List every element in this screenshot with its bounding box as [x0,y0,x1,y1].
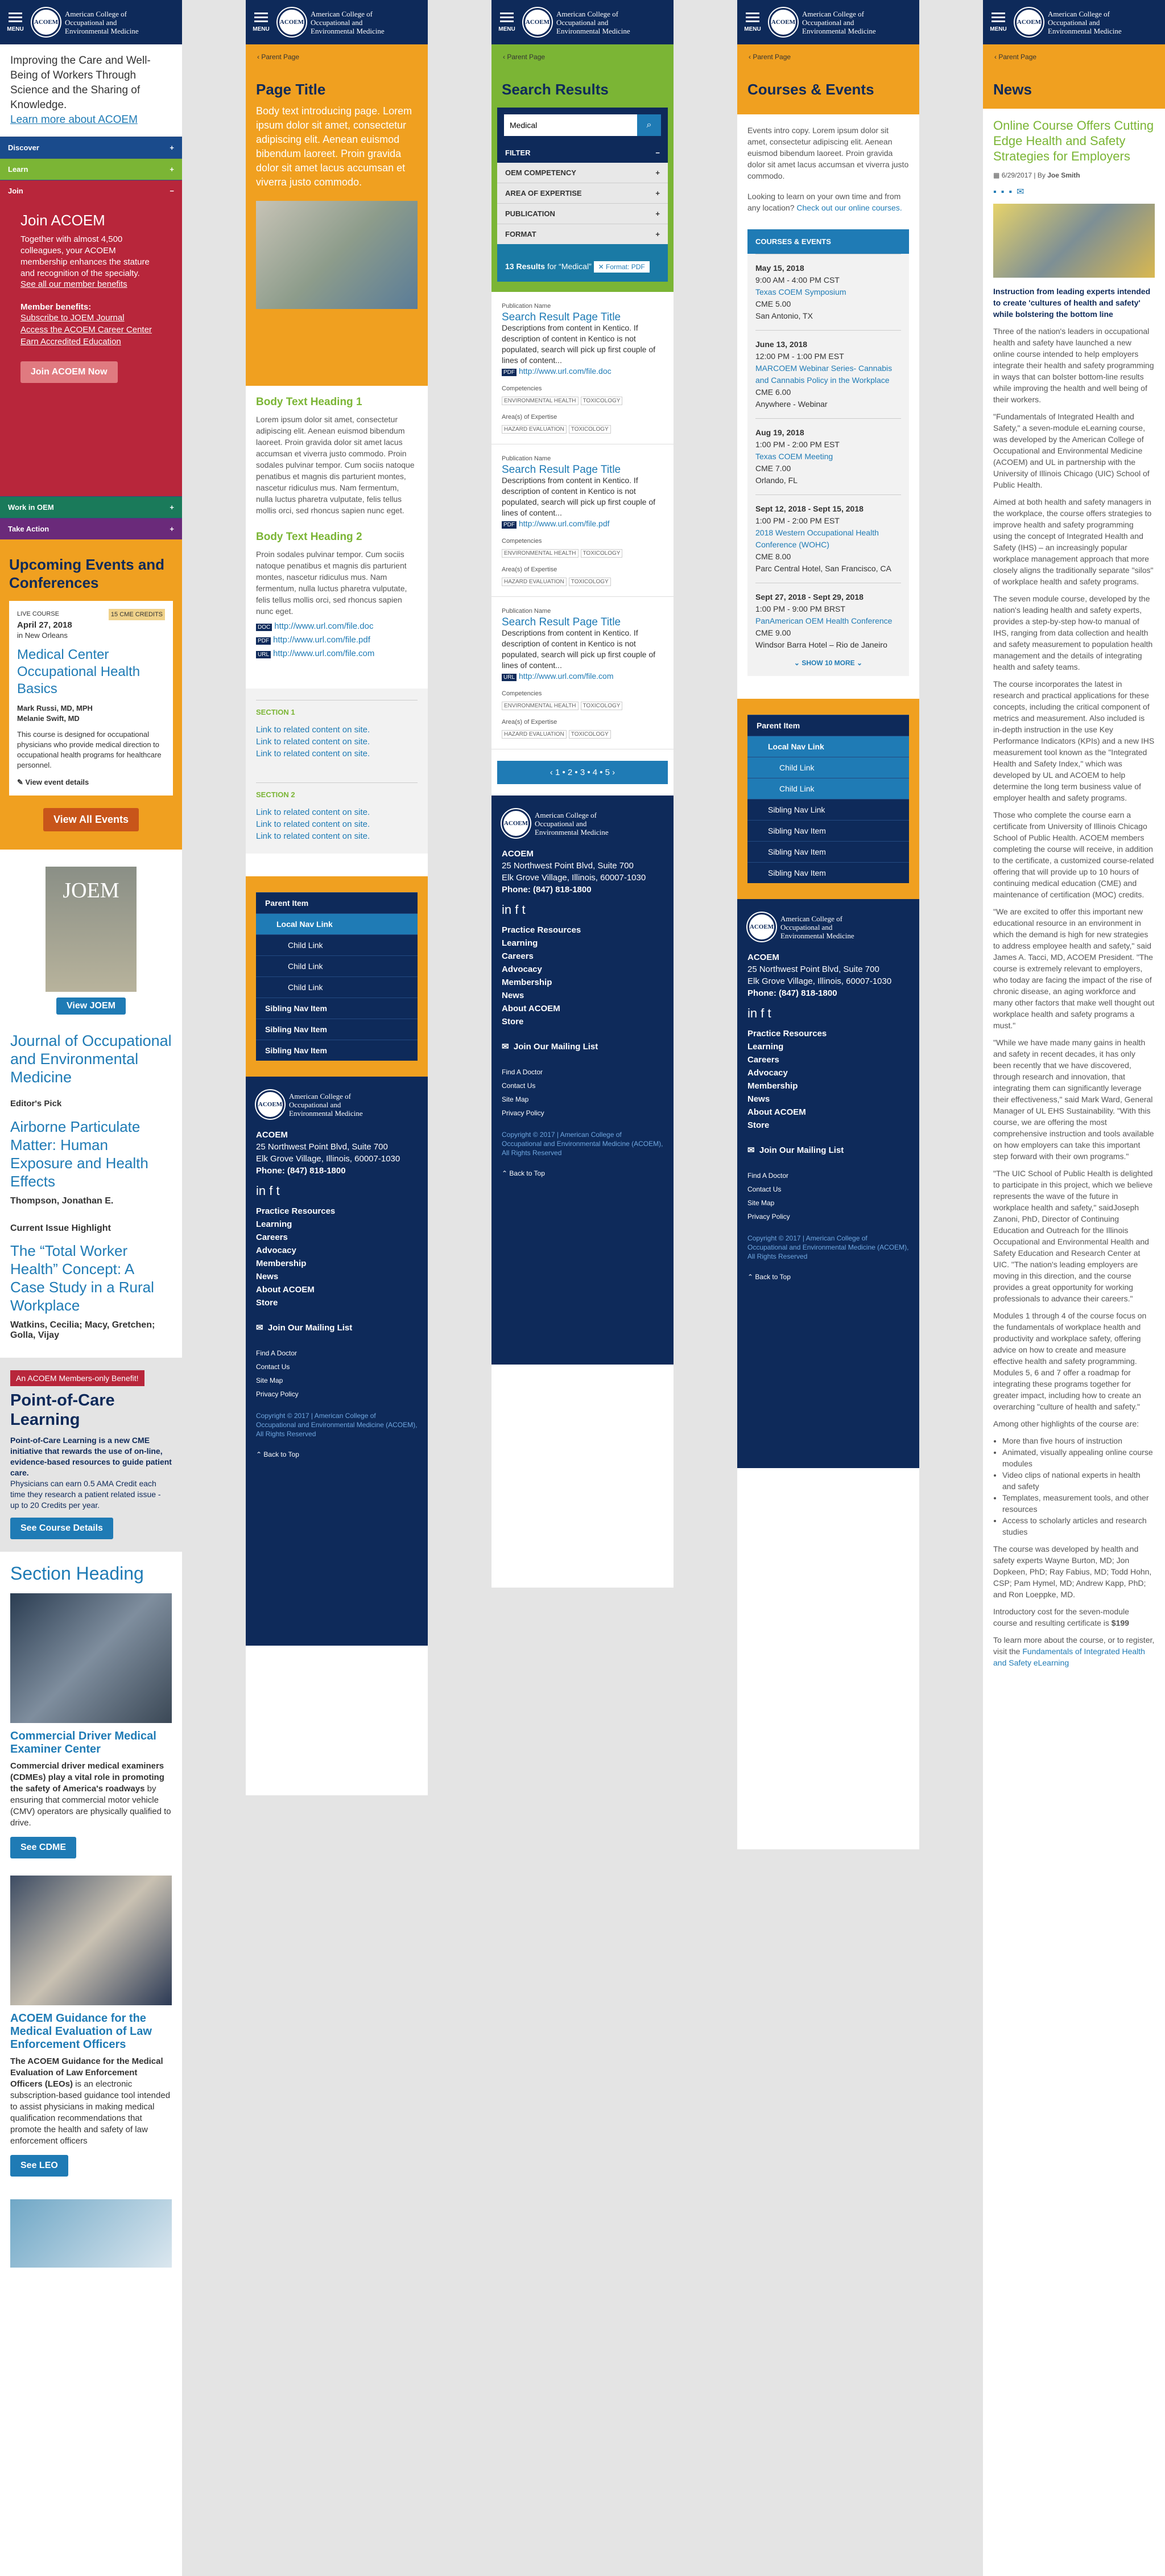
screen-search-results: MENU ACOEM American College of Occupational and Environmental Medicine ‹ Parent Page Search Results Medical ⌕ FILTER − OEM COMPETENCY + AREA OF EXPERTISE + PUBLICATION + FORMAT + 13 Results for “Medical” ✕ Format: PDF Publication Name Search Result Page Title Descriptions from content in Kentico. If description of content in Kentico is not populated, search will pick up first couple of lines of content... PDF http://www.url.com/file.doc Competencies ENVIRONMENTAL HEALTH TOXICOLOGY Area(s) of Expertise HAZARD EVALUATION TOXICOLOGY Publication Name Search Result Page Title Descriptions from content in Kentico. If description of content in Kentico is not populated, search will pick up first couple of lines of content... PDF http://www.url.com/file.pdf Competencies ENVIRONMENTAL HEALTH TOXICOLOGY Area(s) of Expertise HAZARD EVALUATION TOXICOLOGY Publication Name Search Result Page Title Descriptions from content in Kentico. If description of content in Kentico is not populated, search will pick up first couple of lines of content... URL http://www.url.com/file.com Competencies ENVIRONMENTAL HEALTH TOXICOLOGY Area(s) of Expertise HAZARD EVALUATION TOXICOLOGY ‹ 1 • 2 • 3 • 4 • 5 › ACOEM American College of Occupational and Environmental Medicine ACOEM 25 Northwest Point Blvd, Suite 700 Elk Grove Village, Illinois, 60007-1030 Phone: (847) 818-1800 in f t Practice Resources Learning Careers Advocacy Membership News About ACOEM Store ✉ Join Our Mailing List Find A Doctor Contact Us Site Map Privacy Policy Copyright © 2017 | American College of Occupational and Environmental Medicine (ACOEM), All Rights Reserved ⌃ Back to Top [491,0,674,1588]
mailing-list-link[interactable]: ✉ Join Our Mailing List [256,1323,353,1333]
home-intro [0,44,182,137]
related-link[interactable]: Link to related content on site. [256,819,370,829]
footer-link[interactable]: About ACOEM [502,1004,560,1013]
hero-image [256,201,418,309]
footer-link[interactable]: Advocacy [747,1068,788,1078]
footer-link[interactable]: News [256,1272,279,1281]
results-summary: 13 Results for “Medical” ✕ Format: PDF [497,244,668,282]
footer-link[interactable]: Membership [747,1081,798,1091]
footer-link[interactable]: About ACOEM [747,1107,806,1117]
event-link[interactable]: Texas COEM Symposium [755,287,846,296]
subnav-sibling[interactable]: Sibling Nav Item [256,1040,418,1061]
subnav-parent[interactable]: Parent Item [747,715,909,736]
section-heading-block: Section Heading Commercial Driver Medical Examiner Center Commercial driver medical examiners (CDMEs) play a vital role in promoting the safety of America's roadways by ensuring that commercial motor vehicle (CMV) operators are physically qualified to drive. See CDME ACOEM Guidance for the Medical Evaluation of Law Enforcement Officers The ACOEM Guidance for the Medical Evaluation of Law Enforcement Officers (LEOs) is an electronic subscription-based guidance tool intended to assist physicians in making medical qualification recommendations that promote the health and safety of law enforcement officers See LEO [0,1552,182,2279]
joem-cover[interactable]: JOEM [46,867,137,992]
back-to-top-link[interactable]: ⌃ Back to Top [747,1273,791,1281]
journal-section: Journal of Occupational and Environmental Medicine Editor's Pick Airborne Particulate Matter: Human Exposure and Health Effects Thompson, Jonathan E. Current Issue Highlight The “Total Worker Health” Concept: A Case Study in a Rural Workplace Watkins, Cecilia; Macy, Gretchen; Golla, Vijay [10,1032,172,1340]
footer-link[interactable]: Store [256,1298,278,1308]
event-link[interactable]: MARCOEM Webinar Series- Cannabis and Cannabis Policy in the Workplace [755,364,893,385]
active-filter-chip[interactable]: ✕ Format: PDF [594,261,650,273]
intro-text: Improving the Care and Well-Being of Workers Through Science and the Sharing of Knowledge. [10,55,151,111]
parent-page-link[interactable]: ‹ Parent Page [749,53,791,61]
facet-oem-competency[interactable]: OEM COMPETENCY + [497,163,668,183]
article-paragraph: "While we have made many gains in health and safety in recent decades, it has only been recently that we have discovered, through research and innovation, that integrating them can significantly leverage their effectiveness," said Mark Ward, General Manager of UL EHS Sustainability. "With this course, we are offering the most comprehensive instruction and tools available on how employers can take this important step forward with their own programs." [993,1038,1154,1161]
footer-link[interactable]: Practice Resources [747,1029,827,1038]
site-footer: ACOEM American College of Occupational and Environmental Medicine ACOEM 25 Northwest Point Blvd, Suite 700 Elk Grove Village, Illinois, 60007-1030 Phone: (847) 818-1800 in f t Practice Resources Learning Careers Advocacy Membership News About ACOEM Store ✉ Join Our Mailing List Find A Doctor Contact Us Site Map Privacy Policy Copyright © 2017 | American College of Occupational and Environmental Medicine (ACOEM), All Rights Reserved ⌃ Back to Top [246,1077,428,1646]
article-paragraph: "We are excited to offer this important new educational resource in an environment in which the demand is high for new strategies to address employee health and safety," said James A. Tacci, MD, ACOEM President. "The course is extremely relevant to employers, who today are facing the impact of the rise of chronic disease, an aging workforce and many other factors that make well thought out workplace health and safety programs a must." [993,907,1155,1030]
article-bullet: • Video clips of national experts in health and safety [1002,1469,1155,1492]
acoem-seal-icon: ACOEM [278,8,306,36]
footer-link[interactable]: Learning [256,1219,292,1229]
benefit-link[interactable]: Earn Accredited Education [20,337,121,347]
officer-image [10,1876,172,2005]
footer-link[interactable]: Store [747,1120,770,1130]
search-icon[interactable]: ⌕ [637,114,661,136]
filter-toggle[interactable]: FILTER − [505,149,660,157]
file-link[interactable]: http://www.url.com/file.com [273,649,375,658]
subnav-local-link[interactable]: Local Nav Link [256,913,418,934]
subnav-child-link[interactable]: Child Link [747,757,909,778]
journal-title: Journal of Occupational and Environmental Medicine [10,1032,172,1086]
highlight-link[interactable]: The “Total Worker Health” Concept: A Case Study in a Rural Workplace [10,1242,154,1314]
org-name: American College of Occupational and Environmental Medicine [65,9,139,35]
site-logo[interactable] [32,8,150,36]
acoem-seal-icon: ACOEM [502,809,530,838]
page-title: News [993,81,1032,98]
footer-small-link[interactable]: Find A Doctor [502,1068,543,1076]
menu-button[interactable]: MENU [497,13,517,32]
search-result: Publication Name Search Result Page Title Descriptions from content in Kentico. If description of content in Kentico is not populated, search will pick up first couple of lines of content... PDF http://www.url.com/file.doc Competencies ENVIRONMENTAL HEALTH TOXICOLOGY Area(s) of Expertise HAZARD EVALUATION TOXICOLOGY [491,292,674,444]
footer-small-link[interactable]: Privacy Policy [256,1390,299,1398]
search-input[interactable] [504,114,637,136]
footer-link[interactable]: News [747,1094,770,1104]
acoem-seal-icon: ACOEM [747,913,776,941]
site-footer: ACOEM American College of Occupational and Environmental Medicine ACOEM 25 Northwest Point Blvd, Suite 700 Elk Grove Village, Illinois, 60007-1030 Phone: (847) 818-1800 in f t Practice Resources Learning Careers Advocacy Membership News About ACOEM Store ✉ Join Our Mailing List Find A Doctor Contact Us Site Map Privacy Policy Copyright © 2017 | American College of Occupational and Environmental Medicine (ACOEM), All Rights Reserved ⌃ Back to Top [491,796,674,1365]
see-course-details-button[interactable]: See Course Details [10,1518,113,1539]
footer-link[interactable]: Advocacy [502,965,542,974]
page-title: Courses & Events [747,81,874,98]
acoem-seal-icon: ACOEM [32,8,60,36]
facet-publication[interactable]: PUBLICATION + [497,204,668,224]
benefit-link[interactable]: Access the ACOEM Career Center [20,325,152,335]
related-link[interactable]: Link to related content on site. [256,725,370,735]
filter-panel [497,143,668,244]
events-section [0,539,182,850]
benefit-link[interactable]: Subscribe to JOEM Journal [20,313,125,323]
lab-image [10,2199,172,2268]
facebook-icon[interactable]: f [761,1006,765,1020]
back-to-top-link[interactable]: ⌃ Back to Top [502,1169,545,1177]
article: Online Course Offers Cutting Edge Health and Safety Strategies for Employers ▦ 6/29/2017 | By Joe Smith ▪▪▪✉ Instruction from leading experts intended to create 'cultures of health and safety' while bolstering the bottom line Three of the nation's leaders in occupational health and safety have launched a new online course intended to help employers integrate their health and safety programming in ways that can bolster bottom-line results while improving the health and well being of their workers. "Fundamentals of Integrated Health and Safety," a seven-module eLearning course, was developed by the American College of Occupational and Environmental Medicine (ACOEM) and UL in partnership with the University of Illinois Chicago (UIC) School of Public Health. Aimed at both health and safety managers in the workplace, the course offers strategies to improve health and safety programming using the concept of Integrated Health and Safety (IHS) – an increasingly popular workplace management approach that more closely aligns the traditionally separate "silos" of workplace health and safety programs. The seven module course, developed by the nation's leading health and safety experts, provides a step-by-step how-to manual of IHS, ranging from data collection and health and safety measurement to population health management and the details of integrating health and safety teams. The course incorporates the latest in research and practical applications for these concepts, including the critical component of metrics and measurement. Also included is in-depth instruction in the use Key Performance Indicators (KPIs) and a new IHS measurement tool known as the "Integrated Health and Safety Index," which was developed by UL and ACOEM to help determine the long term business value of employer health and safety programs. Those who complete the course earn a certificate from University of Illinois Chicago School of Public Health. ACOEM members completing the course will receive, in addition to the certificate, a customized course-related offering that will provide up to 10 hours of continuing medical education (CME) and maintenance of certification (MOC) credits. "We are excited to offer this important new educational resource in an environment in which the demand is high for new strategies to address employee health and safety," said James A. Tacci, MD, ACOEM President. "The course is extremely relevant to employers, who today are facing the impact of the rise of chronic disease, an aging workforce and many other factors that make well thought out workplace health and safety programs a must." "While we have made many gains in health and safety in recent decades, it has only been recently that we have discovered, through research and innovation, that integrating them can significantly leverage their effectiveness," said Mark Ward, General Manager of UL EHS Sustainability. "With this course, we are offering the most comprehensive instruction and tools available on how employers can take this important step forward with their own programs." "The UIC School of Public Health is delighted to participate in this project, which we believe represents the wave of the future in workplace health and safety," saidJoseph Zanoni, PhD, Director of Continuing Education and Outreach for the Illinois Occupational and Environmental Health and Safety Education and Research Center at UIC. "The nation's leading employers are moving in this direction, and the course provides a great opportunity for working professionals to advance their careers." Modules 1 through 4 of the course focus on the fundamentals of workplace health and productivity and workplace safety, offering advice on how to create and measure effective health and safety programming. Modules 5, 6 and 7 offer a roadmap for integrating these programs together for greater impact, including how to create an overarching "culture of health and safety." Among other highlights of the course are: • More than five hours of instruction • Animated, visually appealing online course modules • Video clips of national experts in health and safety • Templates, measurement tools, and other resources • Access to scholarly articles and research studies The course was developed by health and safety experts Wayne Burton, MD; Jon Dopkeen, PhD; Ray Fabius, MD; Todd Hohn, CSP; Pam Hymel, MD; Andrew Kapp, PhD; and Ron Loeppke, MD. Introductory cost for the seven-module course and resulting certificate is $199 To learn more about the course, or to register, visit the Fundamentals of Integrated Health and Safety eLearning [983,109,1165,1678]
menu-button[interactable]: MENU [251,13,271,32]
parent-page-link[interactable]: ‹ Parent Page [257,53,300,61]
footer-small-link[interactable]: Contact Us [502,1082,536,1090]
event-item: Aug 19, 2018 1:00 PM - 2:00 PM EST Texas COEM Meeting CME 7.00 Orlando, FL [755,418,901,494]
event-item: Sept 12, 2018 - Sept 15, 2018 1:00 PM - 2:00 PM EST 2018 Western Occupational Health Conference (WOHC) CME 8.00 Parc Central Hotel, San Francisco, CA [755,494,901,583]
search-result: Publication Name Search Result Page Title Descriptions from content in Kentico. If description of content in Kentico is not populated, search will pick up first couple of lines of content... PDF http://www.url.com/file.pdf Competencies ENVIRONMENTAL HEALTH TOXICOLOGY Area(s) of Expertise HAZARD EVALUATION TOXICOLOGY [491,444,674,597]
sub-nav [246,876,428,1077]
footer-link[interactable]: Careers [747,1055,779,1065]
sub-nav [737,699,919,899]
nav-learn[interactable]: Learn + [0,158,182,180]
orange-banner [737,44,919,114]
footer-small-link[interactable]: Site Map [747,1199,775,1207]
related-link[interactable]: Link to related content on site. [256,749,370,759]
editors-pick-link[interactable]: Airborne Particulate Matter: Human Exposure and Health Effects [10,1118,148,1190]
subnav-sibling[interactable]: Sibling Nav Item [747,862,909,883]
screen-home [0,0,182,2576]
footer-link[interactable]: Store [502,1017,524,1027]
article-paragraph: Three of the nation's leaders in occupational health and safety have launched a new online course intended to help employers integrate their health and safety programming in ways that can bolster bottom-line results while improving the health and well being of their workers. [993,327,1154,404]
site-header [0,0,182,44]
article-headline: Online Course Offers Cutting Edge Health and Safety Strategies for Employers [993,118,1154,163]
footer-link[interactable]: News [502,991,524,1000]
subnav-child-link[interactable]: Child Link [256,955,418,976]
related-link[interactable]: Link to related content on site. [256,737,370,747]
parent-page-link[interactable]: ‹ Parent Page [994,53,1037,61]
facebook-icon[interactable]: f [515,902,519,917]
result-title-link[interactable]: Search Result Page Title [502,311,621,323]
subnav-parent[interactable]: Parent Item [256,892,418,913]
article-paragraph: Those who complete the course earn a certificate from University of Illinois Chicago School of Public Health. ACOEM members completing the course will receive, in addition to the certificate, a customized course-related offering that will provide up to 10 hours of continuing medical education (CME) and maintenance of certification (MOC) credits. [993,810,1154,899]
event-item: Sept 27, 2018 - Sept 29, 2018 1:00 PM - 9:00 PM BRST PanAmerican OEM Health Conference CME 9.00 Windsor Barra Hotel – Rio de Janeiro [755,583,901,659]
article-paragraph: Among other highlights of the course are: [993,1419,1139,1428]
join-text: Together with almost 4,500 colleagues, your ACOEM membership enhances the stature and recognition of the specialty. [20,234,150,278]
twitter-icon[interactable]: t [276,1184,280,1198]
footer-link[interactable]: Learning [747,1042,784,1052]
envelope-icon: ✉ [747,1145,755,1155]
footer-small-link[interactable]: Privacy Policy [747,1213,790,1221]
events-box: COURSES & EVENTS May 15, 2018 9:00 AM - 4:00 PM CST Texas COEM Symposium CME 5.00 San Antonio, TX June 13, 2018 12:00 PM - 1:00 PM EST MARCOEM Webinar Series- Cannabis and Cannabis Policy in the Workplace CME 6.00 Anywhere - Webinar Aug 19, 2018 1:00 PM - 2:00 PM EST Texas COEM Meeting CME 7.00 Orlando, FL Sept 12, 2018 - Sept 15, 2018 1:00 PM - 2:00 PM EST 2018 Western Occupational Health Conference (WOHC) CME 8.00 Parc Central Hotel, San Francisco, CA Sept 27, 2018 - Sept 29, 2018 1:00 PM - 9:00 PM BRST PanAmerican OEM Health Conference CME 9.00 Windsor Barra Hotel – Rio de Janeiro ⌄ SHOW 10 MORE ⌄ [747,229,909,676]
footer-link[interactable]: Membership [256,1259,307,1268]
calendar-icon: ▦ [993,171,1000,179]
page-title: Search Results [502,81,609,98]
event-card: LIVE COURSE 15 CME CREDITS April 27, 2018 in New Orleans Medical Center Occupational Health Basics Mark Russi, MD, MPH Melanie Swift, MD This course is designed for occupational physicians who provide medical direction to occupational health programs for healthcare personnel. ✎ View event details [9,601,173,796]
elearning-link[interactable]: Fundamentals of Integrated Health and Safety eLearning [993,1647,1145,1667]
file-link[interactable]: http://www.url.com/file.pdf [273,635,370,645]
acoem-seal-icon: ACOEM [769,8,798,36]
envelope-icon: ✉ [256,1323,263,1333]
page-body: Body Text Heading 1 Lorem ipsum dolor sit amet, consectetur adipiscing elit. Aenean euismod bibendum laoreet. Proin gravida dolor sit amet lacus accumsan et viverra justo commodo. Proin sodales pulvinar tempor. Cum sociis natoque penatibus et magnis dis parturient montes, nascetur ridiculus mus. Nam fermentum, nulla luctus pharetra vulputate, felis tellus mollis orci, sed rhoncus sapien nunc eget. Body Text Heading 2 Proin sodales pulvinar tempor. Cum sociis natoque penatibus et magnis dis parturient montes, nascetur ridiculus mus. Nam fermentum, nulla luctus pharetra vulputate, felis tellus mollis orci, sed rhoncus sapien nunc eget. DOC http://www.url.com/file.doc PDF http://www.url.com/file.pdf URL http://www.url.com/file.com [246,386,428,671]
site-footer: ACOEM American College of Occupational and Environmental Medicine ACOEM 25 Northwest Point Blvd, Suite 700 Elk Grove Village, Illinois, 60007-1030 Phone: (847) 818-1800 in f t Practice Resources Learning Careers Advocacy Membership News About ACOEM Store ✉ Join Our Mailing List Find A Doctor Contact Us Site Map Privacy Policy Copyright © 2017 | American College of Occupational and Environmental Medicine (ACOEM), All Rights Reserved ⌃ Back to Top [737,899,919,1468]
article-bullet: • Templates, measurement tools, and other resources [1002,1492,1155,1515]
footer-small-link[interactable]: Site Map [256,1376,283,1384]
benefits-title: Member benefits: [20,302,92,312]
subnav-child-link[interactable]: Child Link [256,976,418,998]
green-banner [491,44,674,292]
screen-courses-events: MENU ACOEM American College of Occupational and Environmental Medicine ‹ Parent Page Courses & Events Events intro copy. Lorem ipsum dolor sit amet, consectetur adipiscing elit. Aenean euismod bibendum laoreet. Proin gravida dolor sit amet lacus accumsan et viverra justo commodo. Looking to learn on your own time and from any location? Check out our online courses. COURSES & EVENTS May 15, 2018 9:00 AM - 4:00 PM CST Texas COEM Symposium CME 5.00 San Antonio, TX June 13, 2018 12:00 PM - 1:00 PM EST MARCOEM Webinar Series- Cannabis and Cannabis Policy in the Workplace CME 6.00 Anywhere - Webinar Aug 19, 2018 1:00 PM - 2:00 PM EST Texas COEM Meeting CME 7.00 Orlando, FL Sept 12, 2018 - Sept 15, 2018 1:00 PM - 2:00 PM EST 2018 Western Occupational Health Conference (WOHC) CME 8.00 Parc Central Hotel, San Francisco, CA Sept 27, 2018 - Sept 29, 2018 1:00 PM - 9:00 PM BRST PanAmerican OEM Health Conference CME 9.00 Windsor Barra Hotel – Rio de Janeiro ⌄ SHOW 10 MORE ⌄ Parent Item Local Nav Link Child Link Child Link Sibling Nav Link Sibling Nav Item Sibling Nav Item Sibling Nav Item ACOEM American College of Occupational and Environmental Medicine ACOEM 25 Northwest Point Blvd, Suite 700 Elk Grove Village, Illinois, 60007-1030 Phone: (847) 818-1800 in f t Practice Resources Learning Careers Advocacy Membership News About ACOEM Store ✉ Join Our Mailing List Find A Doctor Contact Us Site Map Privacy Policy Copyright © 2017 | American College of Occupational and Environmental Medicine (ACOEM), All Rights Reserved ⌃ Back to Top [737,0,919,1849]
pagination[interactable]: ‹ 1 • 2 • 3 • 4 • 5 › [497,761,668,784]
menu-button[interactable]: MENU [743,13,762,32]
facet-format[interactable]: FORMAT + [497,224,668,244]
back-to-top-link[interactable]: ⌃ Back to Top [256,1450,299,1458]
mailing-list-link[interactable]: ✉ Join Our Mailing List [502,1042,598,1052]
article-paragraph: "Fundamentals of Integrated Health and Safety," a seven-module eLearning course, was developed by the American College of Occupational and Environmental Medicine (ACOEM) and UL in partnership with the University of Illinois Chicago (UIC) School of Public Health. [993,412,1150,489]
member-benefits-link[interactable]: See all our member benefits [20,279,127,289]
leo-title-link[interactable]: ACOEM Guidance for the Medical Evaluation of Law Enforcement Officers [10,2012,152,2051]
truck-image [10,1593,172,1723]
joem-section [0,850,182,1032]
acoem-seal-icon: ACOEM [523,8,552,36]
envelope-icon: ✉ [502,1042,509,1052]
nav-work-in-oem[interactable]: Work in OEM + [0,496,182,518]
article-paragraph: The seven module course, developed by the nation's leading health and safety experts, provides a step-by-step how-to manual of IHS, ranging from data collection and health and safety measurement to population health management and the details of integrating health and safety teams. [993,594,1153,671]
join-panel [0,201,182,496]
article-paragraph: The course incorporates the latest in research and practical applications for these concepts, including the critical component of metrics and measurement. Also included is in-depth instruction in the use Key Performance Indicators (KPIs) and a new IHS measurement tool known as the "Integrated Health and Safety Index," which was developed by UL and ACOEM to help determine the long term business value of employer health and safety programs. [993,679,1155,802]
article-paragraph: Aimed at both health and safety managers in the workplace, the course offers strategies to improve health and safety programming using the concept of Integrated Health and Safety (IHS) – an increasingly popular workplace management approach that more closely aligns the traditionally separate "silos" of workplace health and safety programs. [993,497,1154,586]
share-icons[interactable]: ▪▪▪✉ [993,187,1029,197]
subnav-local-link[interactable]: Local Nav Link [747,736,909,757]
event-title-link[interactable]: Medical Center Occupational Health Basics [17,647,141,696]
twitter-icon[interactable]: t [767,1006,771,1020]
event-item: May 15, 2018 9:00 AM - 4:00 PM CST Texas COEM Symposium CME 5.00 San Antonio, TX [755,254,901,330]
subnav-sibling[interactable]: Sibling Nav Item [256,998,418,1019]
subnav-child-link[interactable]: Child Link [256,934,418,955]
nav-discover[interactable]: Discover + [0,137,182,158]
footer-small-link[interactable]: Find A Doctor [747,1172,789,1180]
search-result: Publication Name Search Result Page Title Descriptions from content in Kentico. If description of content in Kentico is not populated, search will pick up first couple of lines of content... URL http://www.url.com/file.com Competencies ENVIRONMENTAL HEALTH TOXICOLOGY Area(s) of Expertise HAZARD EVALUATION TOXICOLOGY [491,597,674,749]
acoem-seal-icon: ACOEM [256,1090,284,1119]
see-cdme-button[interactable]: See CDME [10,1837,76,1858]
benefits-list [20,312,162,348]
event-item: June 13, 2018 12:00 PM - 1:00 PM EST MARCOEM Webinar Series- Cannabis and Cannabis Policy in the Workplace CME 6.00 Anywhere - Webinar [755,330,901,418]
event-link[interactable]: 2018 Western Occupational Health Conference (WOHC) [755,528,879,549]
view-event-details-link[interactable]: ✎ View event details [17,778,89,786]
orange-banner [983,44,1165,109]
view-joem-button[interactable]: View JOEM [56,998,126,1015]
see-leo-button[interactable]: See LEO [10,2155,68,2177]
footer-link[interactable]: Advocacy [256,1246,296,1255]
article-bullet: • Access to scholarly articles and research studies [1002,1515,1155,1538]
mailing-list-link[interactable]: ✉ Join Our Mailing List [747,1145,844,1155]
page-title: Page Title [256,81,326,98]
footer-small-link[interactable]: Contact Us [256,1363,290,1371]
show-more-button[interactable]: ⌄ SHOW 10 MORE ⌄ [794,659,863,667]
learn-more-link[interactable]: Learn more about ACOEM [10,114,138,126]
related-sections: SECTION 1 Link to related content on site. Link to related content on site. Link to related content on site. SECTION 2 Link to related content on site. Link to related content on site. Link to related content on site. [246,689,428,854]
event-link[interactable]: PanAmerican OEM Health Conference [755,616,893,625]
event-link[interactable]: Texas COEM Meeting [755,452,833,461]
menu-button[interactable]: MENU [6,13,25,32]
footer-link[interactable]: Careers [256,1233,288,1242]
footer-link[interactable]: Membership [502,978,552,987]
result-url-link[interactable]: http://www.url.com/file.doc [519,366,612,376]
linkedin-icon[interactable]: in [256,1184,266,1198]
article-image [993,204,1155,278]
join-title: Join ACOEM [20,212,105,229]
article-paragraph: "The UIC School of Public Health is delighted to participate in this project, which we believe represents the wave of the future in workplace health and safety," saidJoseph Zanoni, PhD, Director of Continuing Education and Outreach for the Illinois Occupational and Environmental Health and Safety Education and Research Center at UIC. "The nation's leading employers are moving in this direction, and the course provides a great opportunity for working professionals to advance their careers." [993,1169,1153,1303]
article-paragraph: Modules 1 through 4 of the course focus on the fundamentals of workplace health and productivity and workplace safety, offering advice on how to create and measure effective health and safety programming. Modules 5, 6 and 7 offer a roadmap for integrating these programs together for greater impact, including how to create an overarching "culture of health and safety." [993,1311,1147,1411]
facet-area-of-expertise[interactable]: AREA OF EXPERTISE + [497,183,668,204]
join-now-button[interactable]: Join ACOEM Now [20,361,118,383]
subnav-sibling[interactable]: Sibling Nav Item [747,841,909,862]
linkedin-icon[interactable]: in [747,1006,758,1020]
article-bullet: • More than five hours of instruction [1002,1435,1155,1446]
page-intro: Body text introducing page. Lorem ipsum dolor sit amet, consectetur adipiscing elit. Aenean euismod bibendum laoreet. Proin gravida dolor sit amet lacus accumsan et viverra justo commodo. [256,105,412,188]
screen-news: MENU ACOEM American College of Occupational and Environmental Medicine ‹ Parent Page News Online Course Offers Cutting Edge Health and Safety Strategies for Employers ▦ 6/29/2017 | By Joe Smith ▪▪▪✉ Instruction from leading experts intended to create 'cultures of health and safety' while bolstering the bottom line Three of the nation's leaders in occupational health and safety have launched a new online course intended to help employers integrate their health and safety programming in ways that can bolster bottom-line results while improving the health and well being of their workers. "Fundamentals of Integrated Health and Safety," a seven-module eLearning course, was developed by the American College of Occupational and Environmental Medicine (ACOEM) and UL in partnership with the University of Illinois Chicago (UIC) School of Public Health. Aimed at both health and safety managers in the workplace, the course offers strategies to improve health and safety programming using the concept of Integrated Health and Safety (IHS) – an increasingly popular workplace management approach that more closely aligns the traditionally separate "silos" of workplace health and safety programs. The seven module course, developed by the nation's leading health and safety experts, provides a step-by-step how-to manual of IHS, ranging from data collection and health and safety measurement to population health management and the details of integrating health and safety teams. The course incorporates the latest in research and practical applications for these concepts, including the critical component of metrics and measurement. Also included is in-depth instruction in the use Key Performance Indicators (KPIs) and a new IHS measurement tool known as the "Integrated Health and Safety Index," which was developed by UL and ACOEM to help determine the long term business value of employer health and safety programs. Those who complete the course earn a certificate from University of Illinois Chicago School of Public Health. ACOEM members completing the course will receive, in addition to the certificate, a customized course-related offering that will provide up to 10 hours of continuing medical education (CME) and maintenance of certification (MOC) credits. "We are excited to offer this important new educational resource in an environment in which the demand is high for new strategies to address employee health and safety," said James A. Tacci, MD, ACOEM President. "The course is extremely relevant to employers, who today are facing the impact of the rise of chronic disease, an aging workforce and many other factors that make well thought out workplace health and safety programs a must." "While we have made many gains in health and safety in recent decades, it has only been recently that we have discovered, through research and innovation, that integrating them can significantly leverage their effectiveness," said Mark Ward, General Manager of UL EHS Sustainability. "With this course, we are offering the most comprehensive instruction and tools available on how employers can take this important step forward with their own programs." "The UIC School of Public Health is delighted to participate in this project, which we believe represents the wave of the future in workplace health and safety," saidJoseph Zanoni, PhD, Director of Continuing Education and Outreach for the Illinois Occupational and Environmental Health and Safety Education and Research Center at UIC. "The nation's leading employers are moving in this direction, and the course provides a great opportunity for working professionals to advance their careers." Modules 1 through 4 of the course focus on the fundamentals of workplace health and productivity and workplace safety, offering advice on how to create and measure effective health and safety programming. Modules 5, 6 and 7 offer a roadmap for integrating these programs together for greater impact, including how to create an overarching "culture of health and safety." Among other highlights of the course are: • More than five hours of instruction • Animated, visually appealing online course modules • Video clips of national experts in health and safety • Templates, measurement tools, and other resources • Access to scholarly articles and research studies The course was developed by health and safety experts Wayne Burton, MD; Jon Dopkeen, PhD; Ray Fabius, MD; Todd Hohn, CSP; Pam Hymel, MD; Andrew Kapp, PhD; and Ron Loeppke, MD. Introductory cost for the seven-module course and resulting certificate is $199 To learn more about the course, or to register, visit the Fundamentals of Integrated Health and Safety eLearning [983,0,1165,2576]
events-intro: Events intro copy. Lorem ipsum dolor sit amet, consectetur adipiscing elit. Aenean euismod bibendum laoreet. Proin gravida dolor sit amet lacus accumsan et viverra justo commodo. Looking to learn on your own time and from any location? Check out our online courses. [747,126,909,212]
subnav-sibling[interactable]: Sibling Nav Link [747,799,909,820]
results-list [491,292,674,749]
events-title: Upcoming Events and Conferences [9,556,165,591]
search-panel [497,108,668,143]
screen-page-title: MENU ACOEM American College of Occupational and Environmental Medicine ‹ Parent Page Page Title Body text introducing page. Lorem ipsum dolor sit amet, consectetur adipiscing elit. Aenean euismod bibendum laoreet. Proin gravida dolor sit amet lacus accumsan et viverra justo commodo. Body Text Heading 1 Lorem ipsum dolor sit amet, consectetur adipiscing elit. Aenean euismod bibendum laoreet. Proin gravida dolor sit amet lacus accumsan et viverra justo commodo. Proin sodales pulvinar tempor. Cum sociis natoque penatibus et magnis dis parturient montes, nascetur ridiculus mus. Nam fermentum, nulla luctus pharetra vulputate, felis tellus mollis orci, sed rhoncus sapien nunc eget. Body Text Heading 2 Proin sodales pulvinar tempor. Cum sociis natoque penatibus et magnis dis parturient montes, nascetur ridiculus mus. Nam fermentum, nulla luctus pharetra vulputate, felis tellus mollis orci, sed rhoncus sapien nunc eget. DOC http://www.url.com/file.doc PDF http://www.url.com/file.pdf URL http://www.url.com/file.com SECTION 1 Link to related content on site. Link to related content on site. Link to related content on site. SECTION 2 Link to related content on site. Link to related content on site. Link to related content on site. Parent Item Local Nav Link Child Link Child Link Child Link Sibling Nav Item Sibling Nav Item Sibling Nav Item ACOEM American College of Occupational and Environmental Medicine ACOEM 25 Northwest Point Blvd, Suite 700 Elk Grove Village, Illinois, 60007-1030 Phone: (847) 818-1800 in f t Practice Resources Learning Careers Advocacy Membership News About ACOEM Store ✉ Join Our Mailing List Find A Doctor Contact Us Site Map Privacy Policy Copyright © 2017 | American College of Occupational and Environmental Medicine (ACOEM), All Rights Reserved ⌃ Back to Top [246,0,428,1795]
footer-link[interactable]: About ACOEM [256,1285,315,1295]
result-url-link[interactable]: http://www.url.com/file.pdf [519,519,610,528]
footer-small-link[interactable]: Privacy Policy [502,1109,544,1117]
view-all-events-button[interactable]: View All Events [43,808,139,831]
twitter-icon[interactable]: t [522,902,526,917]
footer-link[interactable]: Learning [502,938,538,948]
subnav-child-link[interactable]: Child Link [747,778,909,799]
footer-link[interactable]: Careers [502,951,534,961]
footer-link[interactable]: Practice Resources [256,1206,336,1216]
footer-small-link[interactable]: Contact Us [747,1185,782,1193]
footer-small-link[interactable]: Find A Doctor [256,1349,298,1357]
nav-take-action[interactable]: Take Action + [0,518,182,539]
related-link[interactable]: Link to related content on site. [256,807,370,817]
file-links: DOC http://www.url.com/file.doc PDF http://www.url.com/file.pdf URL http://www.url.com/file.com [256,620,418,661]
subnav-sibling[interactable]: Sibling Nav Item [256,1019,418,1040]
facebook-icon[interactable]: f [269,1184,273,1198]
poc-section: An ACOEM Members-only Benefit! Point-of-Care Learning Point-of-Care Learning is a new CME initiative that rewards the use of on-line, evidence-based resources to guide patient care. Physicians can earn 0.5 AMA Credit each time they research a patient related issue - up to 20 Credits per year. See Course Details [0,1358,182,1552]
result-title-link[interactable]: Search Result Page Title [502,464,621,476]
cdme-title-link[interactable]: Commercial Driver Medical Examiner Center [10,1730,156,1755]
menu-button[interactable]: MENU [989,13,1008,32]
subnav-sibling[interactable]: Sibling Nav Item [747,820,909,841]
parent-page-link[interactable]: ‹ Parent Page [503,53,546,61]
footer-small-link[interactable]: Site Map [502,1095,529,1103]
result-title-link[interactable]: Search Result Page Title [502,616,621,628]
footer-link[interactable]: Practice Resources [502,925,581,935]
article-bullet: • Animated, visually appealing online course modules [1002,1446,1155,1469]
result-url-link[interactable]: http://www.url.com/file.com [519,671,614,681]
social-icons [256,1185,418,1197]
nav-join[interactable]: Join − [0,180,182,201]
acoem-seal-icon: ACOEM [1015,8,1043,36]
online-courses-link[interactable]: Check out our online courses. [796,203,902,212]
linkedin-icon[interactable]: in [502,902,512,917]
file-link[interactable]: http://www.url.com/file.doc [274,621,374,631]
related-link[interactable]: Link to related content on site. [256,831,370,841]
